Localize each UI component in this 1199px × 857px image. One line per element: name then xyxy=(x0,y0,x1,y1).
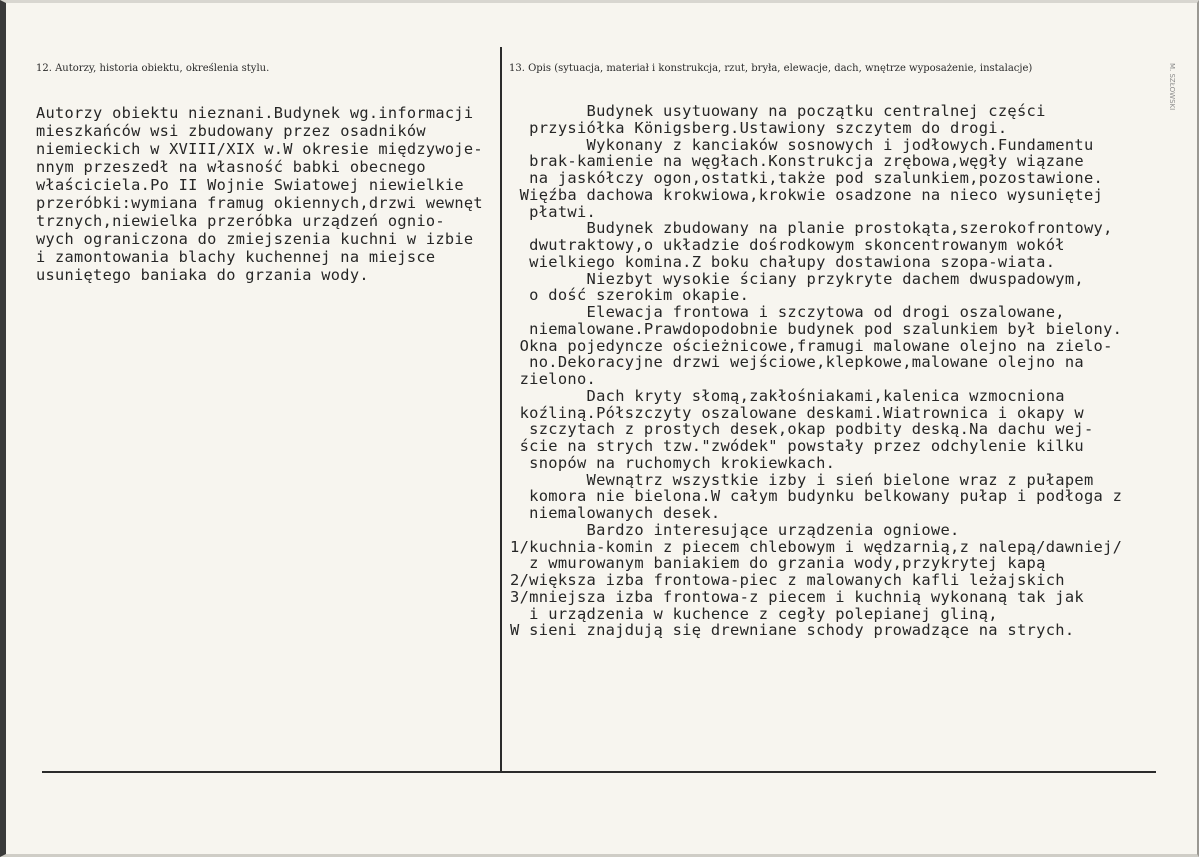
side-stamp: M. SZŁOWSKI xyxy=(1168,63,1176,111)
section-12-heading: 12. Autorzy, historia obiektu, określenia stylu. xyxy=(36,63,270,74)
column-divider xyxy=(500,47,502,771)
section-13-text: Budynek usytuowany na początku centralnej części przysiółka Königsberg.Ustawiony szczytem do drogi. Wykonany z kanciaków sosnowych i jodłowych.Fundamentu brak-kamienie na węgłach.Konstrukcja zrębowa,węgły wiązane na jaskółczy ogon,ostatki,także pod szalunkiem,pozostawione. Więźba dachowa krokwiowa,krokwie osadzone na nieco wysuniętej płatwi. Budynek zbudowany na planie prostokąta,szerokofrontowy, dwutraktowy,o układzie dośrodkowym skoncentrowanym wokół wielkiego komina.Z boku chałupy dostawiona szopa-wiata. Niezbyt wysokie ściany przykryte dachem dwuspadowym, o dość szerokim okapie. Elewacja frontowa i szczytowa od drogi oszalowane, niemalowane.Prawdopodobnie budynek pod szalunkiem był bielony. Okna pojedyncze ościeżnicowe,framugi malowane olejno na zielo- no.Dekoracyjne drzwi wejściowe,klepkowe,malowane olejno na zielono. Dach kryty słomą,zakłośniakami,kalenica wzmocniona koźliną.Półszczyty oszalowane deskami.Wiatrownica i okapy w szczytach z prostych desek,okap podbity deską.Na dachu wej- ście na strych tzw."zwódek" powstały przez odchylenie kilku snopów na ruchomych krokiewkach. Wewnątrz wszystkie izby i sień bielone wraz z pułapem komora nie bielona.W całym budynku belkowany pułap i podłoga z niemalowanych desek. Bardzo interesujące urządzenia ogniowe. 1/kuchnia-komin z piecem chlebowym i wędzarnią,z nalepą/dawniej/ z wmurowanym baniakiem do grzania wody,przykrytej kapą 2/większa izba frontowa-piec z malowanych kafli leżajskich 3/mniejsza izba frontowa-z piecem i kuchnią wykonaną tak jak i urządzenia w kuchence z cegły polepianej gliną, W sieni znajdują się drewniane schody prowadzące na strych. xyxy=(510,102,1123,640)
section-12-text: Autorzy obiektu nieznani.Budynek wg.informacji mieszkańców wsi zbudowany przez osadników niemieckich w XVIII/XIX w.W okresie międzywoje- nnym przeszedł na własność babki obecnego właściciela.Po II Wojnie Swiatowej niewielkie przeróbki:wymiana framug okiennych,drzwi wewnęt trznych,niewielka przeróbka urządzeń ognio- wych ograniczona do zmiejszenia kuchni w izbie i zamontowania blachy kuchennej na miejsce usuniętego baniaka do grzania wody. xyxy=(36,104,483,284)
bottom-rule xyxy=(42,771,1156,773)
section-13-heading: 13. Opis (sytuacja, materiał i konstrukcja, rzut, bryła, elewacje, dach, wnętrze wyposażenie, instalacje) xyxy=(509,63,1033,74)
